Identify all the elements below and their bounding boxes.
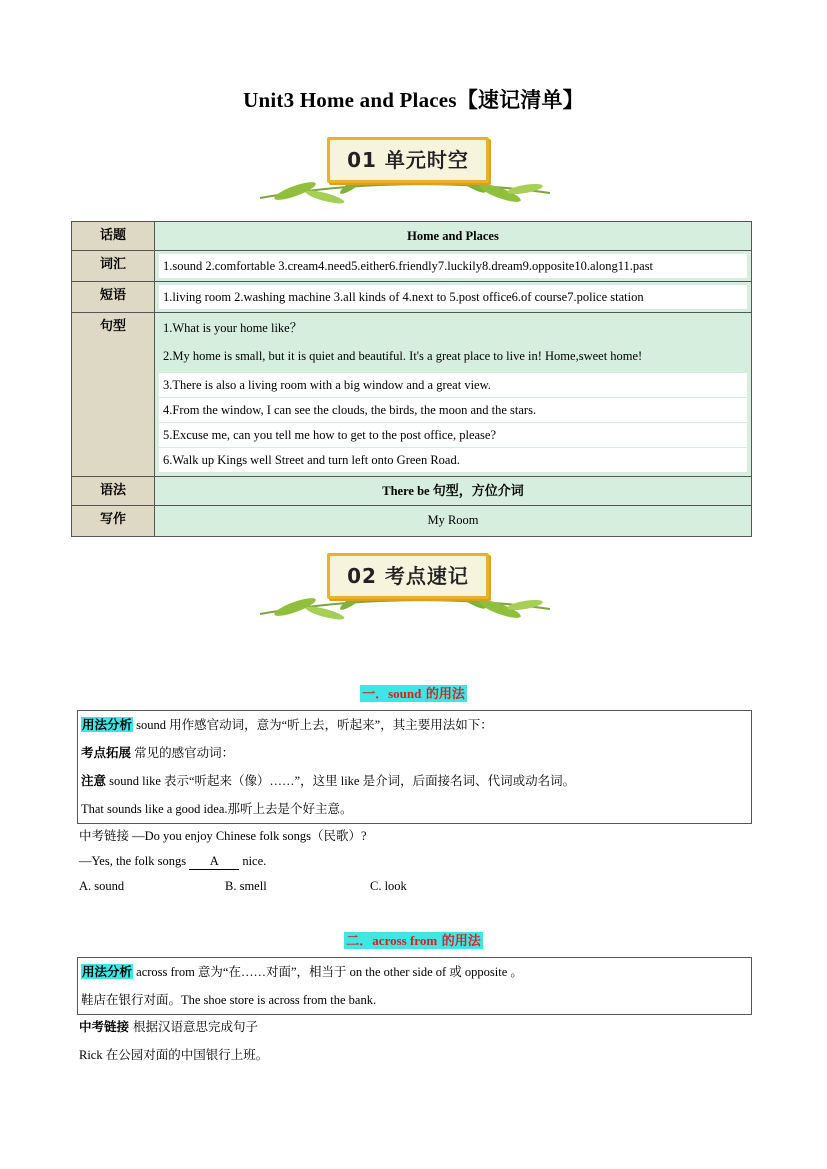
exam-link-text: 根据汉语意思完成句子 xyxy=(129,1019,258,1034)
analysis-text: across from 意为“在……对面”，相当于 on the other side of 或 opposite 。 xyxy=(133,965,523,979)
point-heading-highlight xyxy=(360,685,467,702)
extend-text: 常见的感官动词： xyxy=(131,746,235,760)
topic-value: Home and Places xyxy=(407,229,499,243)
heading-suffix: 的用法 xyxy=(437,934,481,949)
vocab-value: 1.sound 2.comfortable 3.cream4.need5.either6.friendly7.luckily8.dream9.opposite10.along11.past xyxy=(159,254,747,278)
analysis-line xyxy=(78,958,751,986)
note-tag: 注意 xyxy=(81,773,107,788)
row-value xyxy=(155,222,752,251)
sentence-item: 4.From the window, I can see the clouds, the birds, the moon and the stars. xyxy=(159,398,747,422)
table-row-grammar xyxy=(72,477,752,506)
extend-line xyxy=(78,739,751,767)
option-b: B. smell xyxy=(225,879,267,893)
writing-value: My Room xyxy=(427,513,479,527)
exam-link-label: 中考链接 xyxy=(79,828,130,843)
table-row-topic xyxy=(72,222,752,251)
example-line: That sounds like a good idea.那听上去是个好主意。 xyxy=(81,802,353,816)
row-label: 话题 xyxy=(72,222,155,251)
row-label: 写作 xyxy=(72,506,155,537)
table-row-writing xyxy=(72,506,752,537)
answer-after: nice. xyxy=(239,854,267,868)
point-box-across-from xyxy=(77,957,752,1015)
note-line xyxy=(78,767,751,795)
analysis-tag: 用法分析 xyxy=(82,964,133,979)
heading-prefix: 二． xyxy=(346,933,373,948)
sentence-item: 1.What is your home like？ xyxy=(163,321,303,335)
example-line: 鞋店在银行对面。The shoe store is across from the bank. xyxy=(81,993,377,1007)
page-title: Unit3 Home and Places【速记清单】 xyxy=(243,88,584,112)
row-label: 词汇 xyxy=(72,251,155,282)
table-row-vocab xyxy=(72,251,752,282)
answer-before: —Yes, the folk songs xyxy=(79,854,190,868)
task-line: Rick 在公园对面的中国银行上班。 xyxy=(79,1048,269,1062)
row-label: 短语 xyxy=(72,282,155,313)
analysis-line xyxy=(78,711,751,739)
sentence-item: 3.There is also a living room with a big window and a great view. xyxy=(159,373,747,397)
row-label: 语法 xyxy=(72,477,155,506)
answer-blank: A xyxy=(189,854,239,870)
point-heading-highlight xyxy=(344,932,482,949)
row-value xyxy=(155,313,752,477)
answer-line xyxy=(79,854,266,870)
unit-summary-table xyxy=(71,221,752,537)
option-a: A. sound xyxy=(79,879,125,893)
heading-word: sound xyxy=(388,686,422,701)
banner-title: 01 单元时空 xyxy=(347,148,469,172)
point-heading-across-from xyxy=(0,930,827,949)
exam-link-line xyxy=(79,826,367,844)
point-heading-sound xyxy=(0,683,827,702)
analysis-tag: 用法分析 xyxy=(82,717,133,732)
banner-plate xyxy=(327,137,489,183)
option-c: C. look xyxy=(370,879,407,893)
grammar-value-en: There be xyxy=(382,484,433,498)
heading-prefix: 一． xyxy=(362,686,389,701)
section-banner-unit-overview xyxy=(255,137,555,207)
sentence-item: 6.Walk up Kings well Street and turn left onto Green Road. xyxy=(159,448,747,472)
phrase-value: 1.living room 2.washing machine 3.all kinds of 4.next to 5.post office6.of course7.police station xyxy=(159,285,747,309)
row-value xyxy=(155,477,752,506)
heading-word: across from xyxy=(372,933,438,948)
banner-title: 02 考点速记 xyxy=(347,564,469,588)
banner-plate xyxy=(327,553,489,599)
extend-tag: 考点拓展 xyxy=(81,745,132,760)
grammar-value xyxy=(159,479,747,503)
sentence-item: 5.Excuse me, can you tell me how to get to the post office, please? xyxy=(159,423,747,447)
table-row-sentences xyxy=(72,313,752,477)
heading-suffix: 的用法 xyxy=(421,687,465,702)
table-row-phrases xyxy=(72,282,752,313)
note-text: sound like 表示“听起来（像）……”，这里 like 是介词，后面接名词、代词或动名词。 xyxy=(106,774,576,788)
sentence-item: 2.My home is small, but it is quiet and beautiful. It's a great place to live in! Home,sweet home! xyxy=(163,349,643,363)
grammar-value-cn: 句型，方位介词 xyxy=(432,484,524,499)
row-label: 句型 xyxy=(72,313,155,477)
exam-link-label: 中考链接 xyxy=(79,1019,130,1034)
row-value xyxy=(155,251,752,282)
point-box-sound xyxy=(77,710,752,824)
section-banner-key-points xyxy=(255,553,555,623)
analysis-text: sound 用作感官动词，意为“听上去，听起来”，其主要用法如下： xyxy=(133,718,493,732)
exam-link-line xyxy=(79,1017,258,1035)
exam-link-question: —Do you enjoy Chinese folk songs（民歌）? xyxy=(129,829,367,843)
row-value xyxy=(155,282,752,313)
row-value xyxy=(155,506,752,537)
